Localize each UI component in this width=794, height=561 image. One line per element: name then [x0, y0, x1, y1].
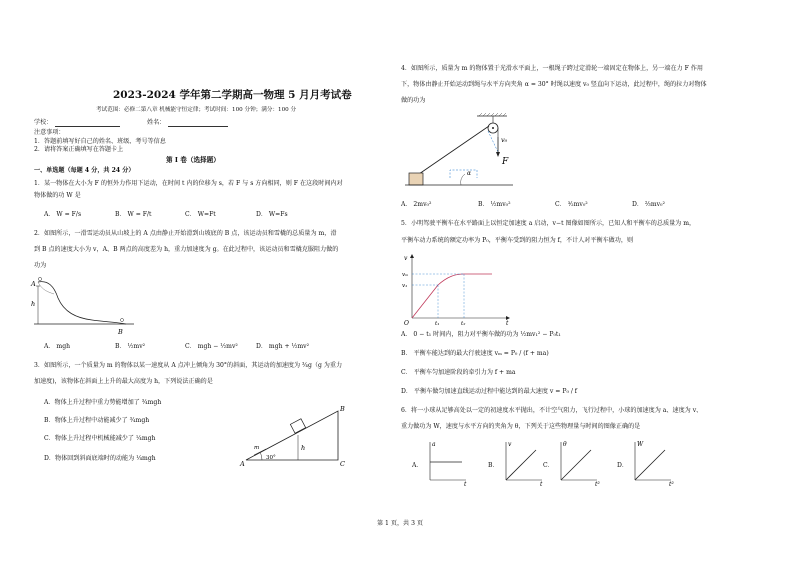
exam-info: 考试范围：必修二第八章 机械能守恒定律；考试时间：100 分钟；满分：100 分	[96, 107, 297, 113]
school-field	[55, 126, 120, 127]
q2-label-h: h	[31, 300, 36, 308]
q3-label-b: B	[340, 405, 345, 413]
q3-stem-line1: 3．如图所示，一个质量为 m 的物体以某一速度从 A 点冲上倾角为 30°的斜面，其运动的加速度为 ¾g（g 为重力	[34, 362, 343, 369]
q1-stem-line1: 1．某一物体在大小为 F 的恒外力作用下运动，在时间 t 内的位移为 s，若 F 与 s 方向相同，则 F 在这段时间内对	[34, 180, 343, 187]
q1-option-d: D． W=Fs	[256, 211, 288, 218]
notes-title: 注意事项：	[34, 129, 65, 136]
q2-ski-slope-figure	[30, 272, 140, 338]
q4-pulley-figure	[405, 112, 525, 190]
school-label: 学校：	[34, 119, 53, 126]
section-title: 第 I 卷（选择题）	[166, 156, 220, 164]
q6-graph-b-ylabel: v	[508, 441, 512, 448]
q2-option-a: A． mgh	[44, 343, 71, 350]
q3-label-c: C	[340, 460, 345, 468]
q1-option-c: C． W=Ft	[185, 211, 216, 218]
q1-option-b: B． W = F/t	[115, 211, 152, 218]
q5-label-t2: t₂	[461, 321, 466, 327]
q1-option-a: A． W = F/s	[44, 211, 82, 218]
q2-option-d: D． mgh + ½mv²	[256, 343, 310, 350]
q6-graph-c-ylabel: θ	[563, 441, 567, 448]
q5-stem-line2: 平衡车动力系统的额定功率为 P₀，平衡车受到的阻力恒为 f，不计人对平衡车做功，则	[401, 237, 634, 244]
q1-stem-line2: 物体做的功 W 是	[34, 192, 81, 199]
q6-graph-a	[424, 438, 470, 486]
q5-option-b: B． 平衡车能达到的最大行驶速度 vₘ = P₀ / (f + ma)	[401, 350, 549, 357]
name-label: 姓名：	[147, 119, 166, 126]
q2-label-b: B	[118, 328, 123, 336]
q4-label-v0: v₀	[501, 136, 508, 144]
page-title: 2023-2024 学年第二学期高一物理 5 月月考试卷	[113, 89, 352, 101]
q5-label-t1: t₁	[435, 321, 440, 327]
q3-incline-figure	[240, 405, 350, 470]
q3-option-c: C．物体上升过程中机械能减少了 ¼mgh	[44, 435, 156, 442]
q3-option-a: A．物体上升过程中重力势能增加了 ¾mgh	[44, 399, 162, 406]
q4-option-c: C． ³⁄₂mv₀²	[555, 201, 588, 208]
q6-stem-line2: 重力做功为 W，速度与水平方向的夹角为 θ，下列关于这些物理量与时间的图像正确的是	[401, 423, 641, 430]
q5-vt-graph	[398, 252, 513, 327]
q5-stem-line1: 5．小明驾驶平衡车在水平路面上以恒定加速度 a 启动，v−t 图像如图所示，已知人和平衡车的总质量为 m，	[401, 220, 696, 227]
q4-option-d: D． ⅔mv₀²	[632, 201, 665, 208]
q5-label-t: t	[506, 320, 509, 327]
q6-option-d-label: D．	[617, 462, 628, 469]
q2-stem-line2: 到 B 点的速度大小为 v，A、B 两点的高度差为 h，重力加速度为 g。在此过程中，该运动员和雪橇克服阻力做的	[34, 246, 339, 253]
q6-graph-c	[555, 438, 601, 486]
q3-stem-line2: 加速度)，该物体在斜面上上升的最大高度为 h，下列说法正确的是	[34, 378, 213, 385]
q3-label-a: A	[240, 460, 245, 468]
q3-label-m: m	[254, 445, 260, 451]
q4-option-a: A． 2mv₀²	[401, 201, 432, 208]
q2-option-c: C． mgh − ½mv²	[185, 343, 238, 350]
part-heading: 一、单选题（每题 4 分，共 24 分）	[34, 167, 135, 174]
q6-graph-d-ylabel: W	[637, 441, 644, 448]
note-1: 1．答题前填写好自己的姓名、班级、考号等信息	[34, 138, 166, 145]
q6-graph-b	[500, 438, 546, 486]
page-footer: 第 1 页，共 3 页	[377, 520, 423, 527]
q6-graph-a-ylabel: a	[432, 441, 436, 448]
q2-stem-line3: 功为	[34, 262, 47, 269]
q6-option-c-label: C．	[543, 462, 554, 469]
q5-option-d: D． 平衡车做匀加速直线运动过程中能达到的最大速度 v = P₀ / f	[401, 388, 578, 395]
q6-option-a-label: A．	[412, 462, 423, 469]
q4-stem-line2: 下，物体由静止开始运动到绳与水平方向夹角 α = 30° 时绳以速度 v₀ 竖直向下运动，此过程中，绳的拉力对物体	[401, 81, 707, 88]
q4-option-b: B． ½mv₀²	[478, 201, 511, 208]
q5-label-origin: O	[404, 320, 409, 327]
q3-label-angle: 30°	[266, 455, 276, 461]
q2-option-b: B． ½mv²	[115, 343, 146, 350]
q4-stem-line3: 做的功为	[401, 97, 426, 104]
q5-label-v1: v₁	[402, 283, 408, 289]
q3-option-d: D．物体回到斜面底端时的动能为 ¼mgh	[44, 455, 156, 462]
q6-graph-a-xlabel: t	[464, 481, 467, 488]
q5-option-c: C． 平衡车匀加速阶段的牵引力为 f + ma	[401, 369, 516, 376]
q5-label-vm: vₘ	[402, 272, 409, 278]
q2-stem-line1: 2．如图所示，一滑雪运动员从山坡上的 A 点由静止开始滑到山坡底的 B 点，该运动员和雪橇的总质量为 m，滑	[34, 230, 337, 237]
q6-option-b-label: B．	[488, 462, 499, 469]
q3-option-b: B．物体上升过程中动能减少了 ¾mgh	[44, 417, 150, 424]
q5-option-a: A． 0 − t₁ 时间内，阻力对平衡车做的功为 ½mv₁² − P₀t₁	[401, 331, 561, 338]
q6-graph-d-xlabel: t²	[669, 481, 674, 488]
q4-label-f: F	[502, 157, 509, 167]
q3-label-h: h	[301, 444, 306, 452]
q2-label-a: A	[31, 280, 36, 288]
q6-stem-line1: 6．将一小球从足够高处以一定的初速度水平抛出，不计空气阻力，飞行过程中，小球的加速度为 a、速度为 v、	[401, 407, 703, 414]
q6-graph-d	[629, 438, 675, 486]
q5-label-v: v	[404, 255, 408, 262]
q4-label-alpha: α	[467, 170, 472, 177]
q6-graph-c-xlabel: t²	[595, 481, 600, 488]
q6-graph-b-xlabel: t	[540, 481, 543, 488]
q4-stem-line1: 4．如图所示，质量为 m 的物体置于光滑水平面上，一根绳子跨过定滑轮一端固定在物体上，另一端在力 F 作用	[401, 65, 703, 72]
name-field	[168, 126, 228, 127]
note-2: 2．请将答案正确填写在答题卡上	[34, 146, 124, 153]
